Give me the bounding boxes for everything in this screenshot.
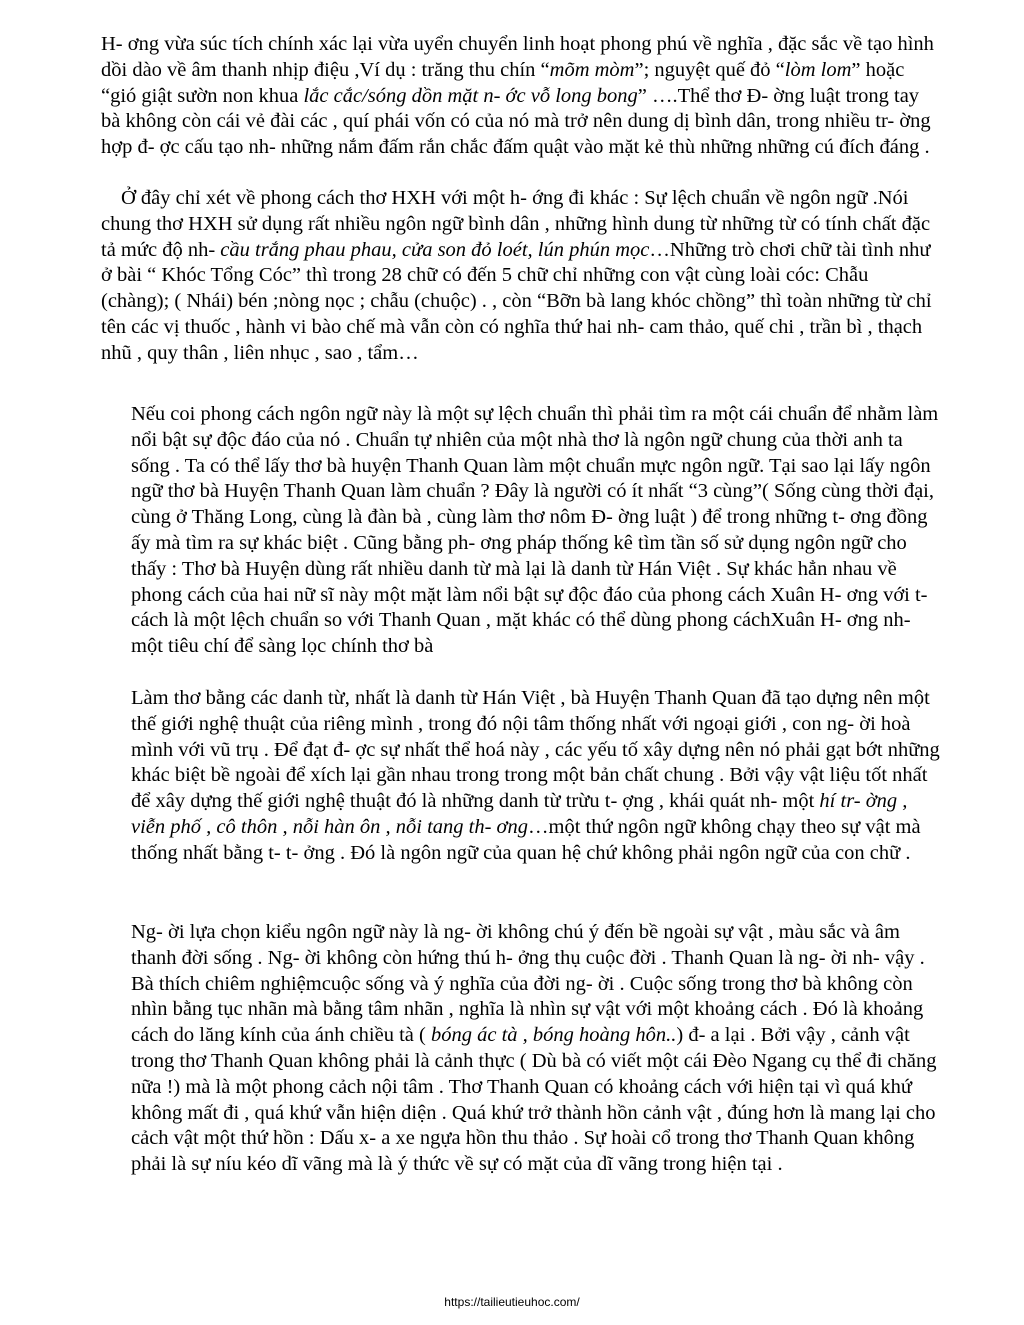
text-segment: H- ơng vừa súc tích chính xác lại vừa uyển chuyển linh hoạt phong phú về nghĩa , đặc sắc về tạo hình dồi dào về âm thanh nhịp điệu ,Ví dụ : trăng thu chín “	[101, 33, 934, 81]
text-segment: Ng- ời lựa chọn kiểu ngôn ngữ này là ng- ời không chú ý đến bề ngoài sự vật , màu sắc và âm thanh đời sống . Ng- ời không còn hứng thú h- ởng thụ cuộc đời . Thanh Quan là ng- ời nh- vậy . Bà thích chiêm nghiệmcuộc sống và ý nghĩa của đời ng- ời . Cuộc sống trong thơ bà không còn nhìn bằng tục nhãn mà bằng tâm nhãn , nghĩa là nhìn sự vật với một khoảng cách . Đó là khoảng cách do lăng kính của ánh chiều tà (	[131, 921, 925, 1047]
text-segment: …Những trò chơi chữ tài tình như ở bài “ Khóc Tổng Cóc” thì trong 28 chữ có đến 5 chữ chỉ những con vật cùng loài cóc: Chẫu (chàng); ( Nhái) bén ;nòng nọc ; chẫu (chuộc) . , còn “Bỡn bà lang khóc chồng” thì toàn những từ chỉ tên các vị thuốc , hành vi bào chế mà vẫn còn có nghĩa thứ hai nh- cam thảo, quế chi , trần bì , thạch nhũ , quy thân , liên nhục , sao , tẩm…	[101, 238, 932, 364]
footer-url[interactable]: https://tailieutieuhoc.com/	[444, 1295, 580, 1309]
paragraph-3	[131, 402, 941, 660]
text-segment: Ở đây chỉ xét về phong cách thơ HXH với một h- ớng đi khác : Sự lệch chuẩn về ngôn ngữ .Nói chung thơ HXH sử dụng rất nhiều ngôn ngữ bình dân , những hình dung từ những từ có tính chất đặc tả mức độ nh-	[101, 187, 931, 261]
text-segment: ” hoặc “gió giật sườn non khua	[101, 58, 905, 107]
italic-text-segment: lòm lom	[784, 58, 852, 81]
paragraph-1	[101, 32, 941, 161]
italic-text-segment: hí tr- ờng , viễn phố , cô thôn , nỗi hàn ôn , nỗi tang th- ơng	[131, 790, 908, 838]
italic-text-segment: mõm mòm	[549, 58, 635, 81]
paragraph-2	[101, 186, 941, 367]
text-segment: ” ….Thể thơ Đ- ờng luật trong tay bà không còn cái vẻ đài các , quí phái vốn có của nó mà trở nên dung dị bình dân, trong nhiều tr- ờng hợp đ- ợc cấu tạo nh- những nắm đấm rắn chắc đấm quật vào mặt kẻ thù những những cú đích đáng .	[101, 84, 931, 159]
text-segment: Làm thơ bằng các danh từ, nhất là danh từ Hán Việt , bà Huyện Thanh Quan đã tạo dựng nên một thế giới nghệ thuật của riêng mình , trong đó nội tâm thống nhất với ngoại giới , con ng- ời hoà mình với vũ trụ . Để đạt đ- ợc sự nhất thể hoá này , các yếu tố xây dựng nên nó phải gạt bớt những khác biệt bề ngoài để xích lại gần nhau trong trong một bản chất chung . Bởi vậy vật liệu tốt nhất để xây dựng thế giới nghệ thuật đó là những danh từ trừu t- ợng , khái quát nh- một	[131, 687, 940, 813]
italic-text-segment: bóng ác tà , bóng hoàng hôn..	[430, 1024, 677, 1047]
paragraph-4	[131, 686, 941, 867]
italic-text-segment: lắc cắc/sóng dồn mặt n- ớc vỗ long bong	[303, 84, 638, 107]
italic-text-segment: cầu trắng phau phau, cửa son đỏ loét, lún phún mọc	[220, 238, 650, 261]
text-segment: ”; nguyệt quế đỏ “	[634, 58, 785, 81]
text-segment: Nếu coi phong cách ngôn ngữ này là một sự lệch chuẩn thì phải tìm ra một cái chuẩn để nhằm làm nổi bật sự độc đáo của nó . Chuẩn tự nhiên của một nhà thơ là ngôn ngữ chung của thời anh ta sống . Ta có thể lấy thơ bà huyện Thanh Quan làm một chuẩn mực ngôn ngữ. Tại sao lại lấy ngôn ngữ thơ bà Huyện Thanh Quan làm chuẩn ? Đây là người có ít nhất “3 cùng”( Sống cùng thời đại, cùng ở Thăng Long, cùng là đàn bà , cùng làm thơ nôm Đ- ờng luật ) để trong những t- ơng đồng ấy mà tìm ra sự khác biệt . Cũng bằng ph- ơng pháp thống kê tìm tần số sử dụng ngôn ngữ cho thấy : Thơ bà Huyện dùng rất nhiều danh từ mà lại là danh từ Hán Việt . Sự khác hẳn nhau về phong cách của hai nữ sĩ này một mặt làm nổi bật sự độc đáo của phong cách Xuân H- ơng với t- cách là một lệch chuẩn so với Thanh Quan , mặt khác có thể dùng phong cáchXuân H- ơng nh- một tiêu chí để sàng lọc chính thơ bà	[131, 403, 939, 658]
paragraph-5	[131, 920, 941, 1178]
text-segment: ) đ- a lại . Bởi vậy , cảnh vật trong thơ Thanh Quan không phải là cảnh thực ( Dù bà có viết một cái Đèo Ngang cụ thể đi chăng nữa !) mà là một phong cảch nội tâm . Thơ Thanh Quan có khoảng cách với hiện tại vì quá khứ không mất đi , quá khứ vẫn hiện diện . Quá khứ trở thành hồn cảnh vật , đúng hơn là mang lại cho cảch vật một thứ hồn : Dấu x- a xe ngựa hồn thu thảo . Sự hoài cổ trong thơ Thanh Quan không phải là sự níu kéo dĩ vãng mà là ý thức về sự có mặt của dĩ vãng trong hiện tại .	[131, 1024, 937, 1176]
text-segment: …một thứ ngôn ngữ không chạy theo sự vật mà thống nhất bằng t- t- ởng . Đó là ngôn ngữ của quan hệ chứ không phải ngôn ngữ của con chữ .	[131, 815, 921, 864]
